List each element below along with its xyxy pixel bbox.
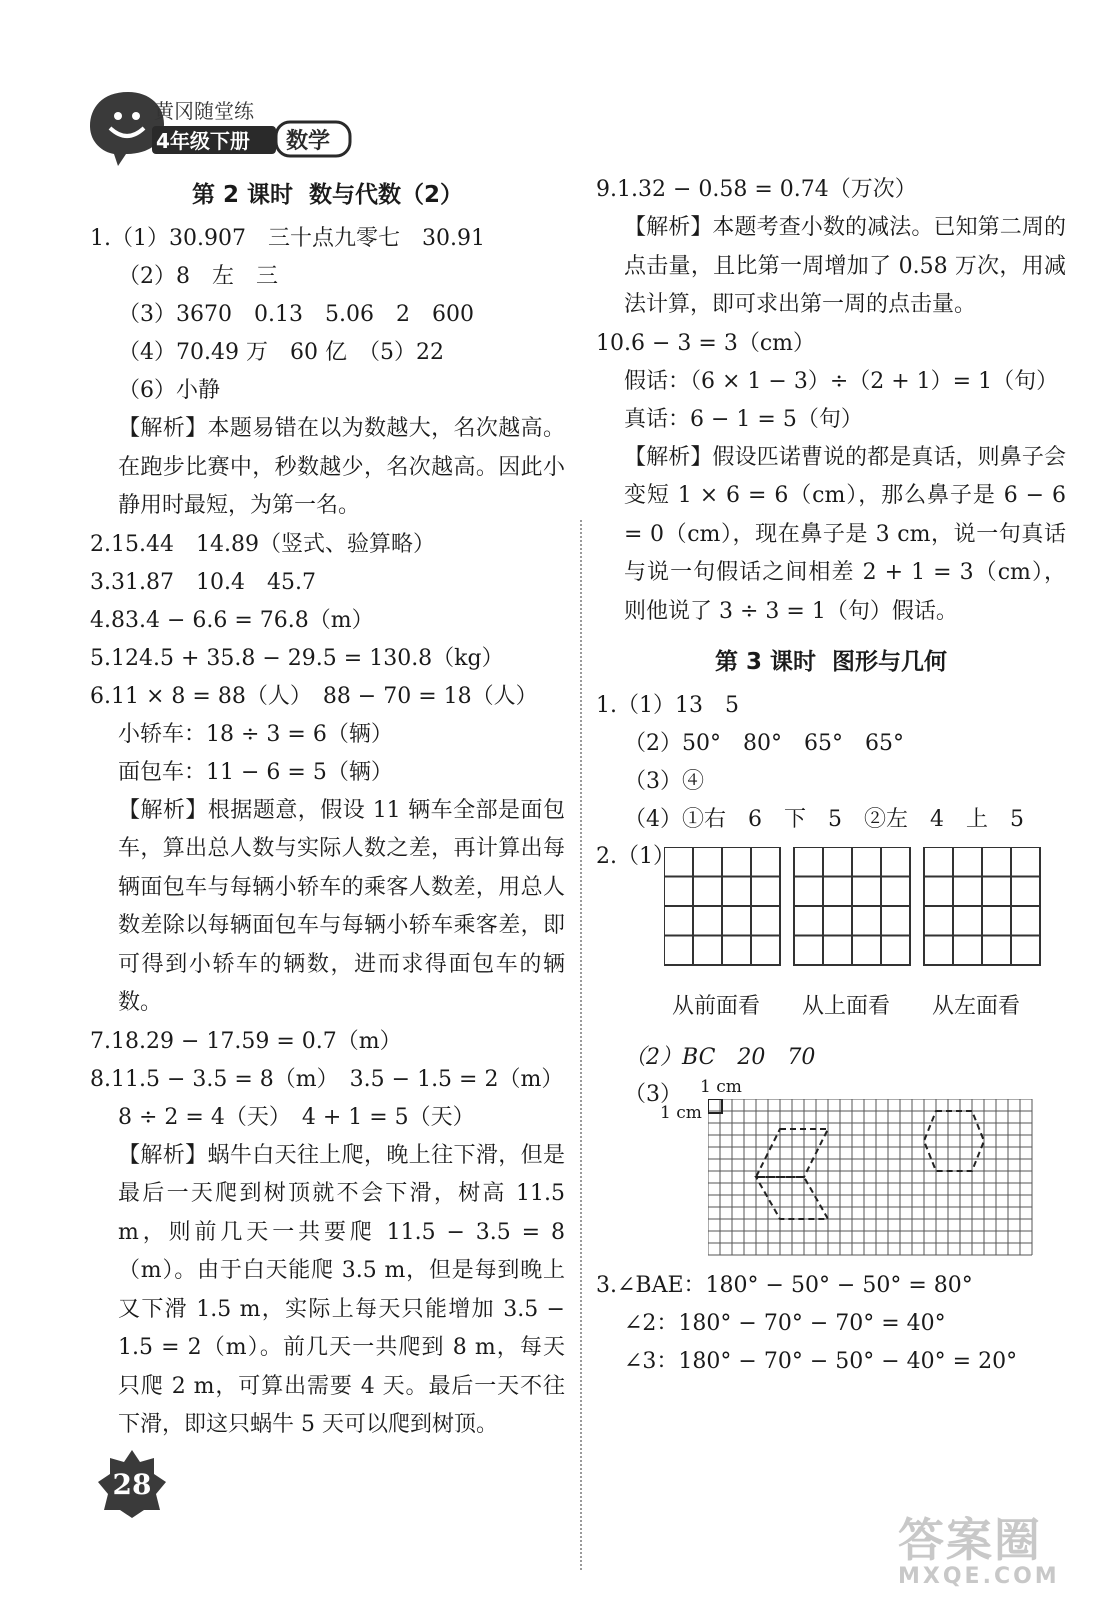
answer-line: 6.11 × 8 = 88（人） 88 − 70 = 18（人）: [90, 683, 538, 709]
answer-line: ∠2：180° − 70° − 70° = 40°: [624, 1311, 946, 1336]
page-number: 28: [112, 1468, 152, 1501]
answer-line: 9.1.32 − 0.58 = 0.74（万次）: [596, 177, 917, 202]
square-grid: [708, 1099, 1048, 1259]
header-logo: [88, 86, 358, 166]
answer-line: 3.∠BAE：180° − 50° − 50° = 80°: [596, 1273, 973, 1298]
subject-label: 数学: [286, 129, 331, 154]
series-name: 黄冈随堂练: [154, 99, 254, 123]
view-label-top: 从上面看: [802, 994, 891, 1019]
answer-line: 5.124.5 + 35.8 − 29.5 = 130.8（kg）: [90, 645, 504, 671]
views-grids: [664, 847, 1044, 977]
section-heading-lesson3: 第 3 课时 图形与几何: [714, 649, 948, 675]
answer-line: 10.6 − 3 = 3（cm）: [596, 330, 816, 356]
analysis-paragraph: 【解析】根据题意，假设 11 辆车全部是面包车，算出总人数与实际人数之差，再计算出每辆面包车与每辆小轿车的乘客人数差，用总人数差除以每辆面包车与每辆小轿车乘客差，即可得到小轿车的辆数，进而求得面包车的辆数。: [118, 797, 565, 1015]
page-number-badge: [96, 1448, 168, 1520]
answer-line: 8.11.5 − 3.5 = 8（m） 3.5 − 1.5 = 2（m）: [90, 1066, 564, 1092]
section-heading-lesson2: 第 2 课时 数与代数（2）: [191, 182, 464, 208]
hexagon-dashed: [924, 1111, 984, 1171]
answer-line: （2）BC 20 70: [624, 1045, 816, 1070]
answer-line: 1.（1）13 5: [596, 693, 739, 718]
unit-label-left: 1 cm: [660, 1103, 702, 1123]
unit-label-top: 1 cm: [700, 1077, 742, 1097]
answer-line: （4）70.49 万 60 亿 （5）22: [118, 340, 444, 365]
answer-line: 7.18.29 − 17.59 = 0.7（m）: [90, 1028, 402, 1054]
answer-line: （6）小静: [118, 378, 220, 403]
view-label-left: 从左面看: [932, 994, 1021, 1019]
three-views-figure: [596, 839, 1066, 1039]
analysis-paragraph: 【解析】蜗牛白天往上爬，晚上往下滑，但是最后一天爬到树顶就不会下滑，树高 11.5 m，则前几天一共要爬 11.5 − 3.5 = 8（m）。由于白天能爬 3.5 m，但是每到晚上又下滑 1.5 m，实际上每天只能增加 3.5 − 1.5 = 2（m）。前几天一共爬到 8 m，每天只爬 2 m，可算出需要 4 天。最后一天不往下滑，即这只蜗牛 5 天可以爬到树顶。: [118, 1142, 565, 1437]
answer-line: 4.83.4 − 6.6 = 76.8（m）: [90, 607, 374, 633]
answer-line: 2.15.44 14.89（竖式、验算略）: [90, 531, 435, 557]
answer-line: （3）④: [624, 769, 704, 794]
answer-line: 面包车：11 − 6 = 5（辆）: [118, 759, 393, 785]
answer-line: 8 ÷ 2 = 4（天） 4 + 1 = 5（天）: [118, 1104, 475, 1130]
answer-line: ∠3：180° − 70° − 50° − 40° = 20°: [624, 1349, 1018, 1374]
analysis-paragraph: 【解析】假设匹诺曹说的都是真话，则鼻子会变短 1 × 6 = 6（cm），那么鼻子是 6 − 6 = 0（cm），现在鼻子是 3 cm，说一句真话与说一句假话之间相差 2 + 1 = 3（cm），则他说了 3 ÷ 3 = 1（句）假话。: [624, 444, 1066, 624]
answer-line: 1.（1）30.907 三十点九零七 30.91: [90, 226, 485, 251]
answer-line: （4）①右 6 下 5 ②左 4 上 5: [624, 807, 1024, 832]
view-label-front: 从前面看: [672, 994, 761, 1019]
grade-label: 4年级下册: [156, 129, 250, 153]
question-label: （3）: [624, 1082, 682, 1107]
answer-line: 真话：6 − 1 = 5（句）: [624, 406, 863, 432]
answer-line: 小轿车：18 ÷ 3 = 6（辆）: [118, 721, 393, 747]
answer-line: （2）50° 80° 65° 65°: [624, 731, 904, 756]
left-column: [90, 170, 565, 1445]
answer-line: （2）8 左 三: [118, 264, 278, 289]
answer-line: （3）3670 0.13 5.06 2 600: [118, 302, 474, 327]
answer-line: 假话：（6 × 1 − 3）÷（2 + 1）= 1（句）: [624, 368, 1059, 394]
grid-drawing-figure: [596, 1077, 1066, 1267]
question-label: 2.（1）: [596, 844, 675, 869]
right-column: [596, 170, 1066, 1381]
column-divider: [580, 520, 582, 1570]
watermark: 答案圈 MXQE.COM: [898, 1513, 1060, 1589]
answer-line: 3.31.87 10.4 45.7: [90, 569, 316, 595]
analysis-paragraph: 【解析】本题易错在以为数越大，名次越高。在跑步比赛中，秒数越少，名次越高。因此小静用时最短，为第一名。: [118, 416, 565, 518]
analysis-paragraph: 【解析】本题考查小数的减法。已知第二周的点击量，且比第一周增加了 0.58 万次，用减法计算，即可求出第一周的点击量。: [624, 215, 1066, 317]
